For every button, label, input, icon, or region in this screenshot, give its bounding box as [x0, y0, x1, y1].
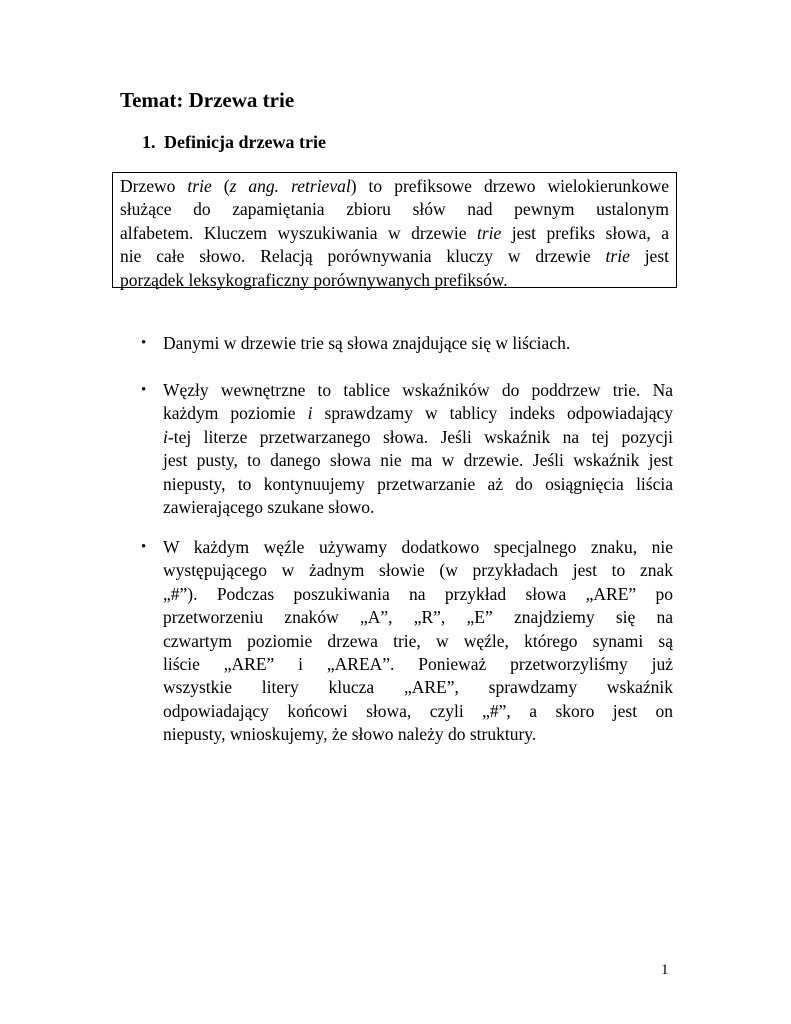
text-segment: -tej literze przetwarzanego słowa. Jeśli wskaźnik na tej pozycji	[167, 426, 673, 447]
text-segment: ) to prefiksowe drzewo wielokierunkowe	[350, 176, 670, 196]
text-segment: liście „ARE” i „AREA”. Ponieważ przetworzyliśmy już	[163, 653, 673, 674]
italic-text: i	[307, 403, 313, 424]
text-segment: przetworzeniu znaków „A”, „R”, „E” znajdziemy się na	[163, 607, 673, 628]
text-line	[163, 723, 673, 746]
bullet-text	[163, 332, 673, 355]
text-segment: odpowiadający końcowi słowa, czyli „#”, a skoro jest on	[163, 700, 673, 721]
text-line	[163, 583, 673, 606]
text-line	[120, 198, 669, 221]
text-segment: jest pusty, to danego słowa nie ma w drzewie. Jeśli wskaźnik jest	[163, 450, 673, 471]
text-line	[163, 630, 673, 653]
text-segment: służące do zapamiętania zbioru słów nad pewnym ustalonym	[120, 199, 669, 220]
text-segment: niepusty, wnioskujemy, że słowo należy do struktury.	[163, 724, 537, 745]
text-segment: alfabetem. Kluczem wyszukiwania w drzewie	[120, 222, 477, 243]
text-line	[120, 222, 669, 245]
text-line	[163, 449, 673, 472]
page-title: Temat: Drzewa trie	[120, 88, 295, 112]
text-segment: czwartym poziomie drzewa trie, w węźle, którego synami są	[163, 630, 673, 651]
text-line	[163, 536, 673, 559]
text-segment: jest	[629, 246, 669, 267]
section-heading-text: Definicja drzewa trie	[164, 132, 326, 152]
italic-text: i	[163, 426, 168, 447]
bullet-icon: •	[141, 382, 147, 398]
text-line	[163, 700, 673, 723]
text-line	[163, 426, 673, 449]
text-segment: wszystkie litery klucza „ARE”, sprawdzamy wskaźnik	[163, 677, 673, 698]
italic-text: z ang. retrieval	[229, 176, 351, 196]
text-line	[163, 676, 673, 699]
text-line	[163, 332, 673, 355]
text-segment: porządek leksykograficzny porównywanych prefiksów.	[120, 269, 508, 290]
italic-text: trie	[187, 176, 212, 196]
text-segment: Drzewo	[120, 176, 188, 196]
text-line	[120, 245, 669, 268]
bullet-icon: •	[141, 539, 147, 555]
text-line	[163, 653, 673, 676]
section-heading	[142, 130, 326, 154]
text-line	[120, 269, 669, 292]
text-segment: jest prefiks słowa, a	[501, 222, 669, 243]
text-segment: każdym poziomie	[163, 403, 308, 424]
text-segment: występującego w żadnym słowie (w przykładach jest to znak	[163, 560, 673, 581]
italic-text: trie	[605, 246, 630, 267]
text-line	[163, 402, 673, 425]
text-line	[163, 379, 673, 402]
text-segment: sprawdzamy w tablicy indeks odpowiadający	[312, 403, 673, 424]
section-number: 1.	[142, 132, 156, 152]
text-line	[163, 473, 673, 496]
italic-text: trie	[476, 222, 502, 243]
text-segment: Danymi w drzewie trie są słowa znajdujące się w liściach.	[163, 333, 571, 353]
text-segment: Węzły wewnętrzne to tablice wskaźników do poddrzew trie. Na	[163, 380, 673, 400]
text-segment: (	[211, 176, 230, 196]
text-segment: niepusty, to kontynuujemy przetwarzanie aż do osiągnięcia liścia	[163, 473, 673, 494]
bullet-icon: •	[141, 335, 147, 351]
definition-text	[120, 175, 669, 292]
text-line	[163, 606, 673, 629]
definition-box	[112, 172, 677, 288]
text-segment: „#”). Podczas poszukiwania na przykład słowa „ARE” po	[163, 583, 673, 604]
page-number: 1	[661, 962, 669, 978]
text-line	[163, 496, 673, 519]
text-segment: zawierającego szukane słowo.	[163, 496, 375, 517]
bullet-text	[163, 379, 673, 519]
text-line	[163, 559, 673, 582]
bullet-text	[163, 536, 673, 747]
text-segment: W każdym węźle używamy dodatkowo specjalnego znaku, nie	[163, 537, 673, 557]
text-line	[120, 175, 669, 198]
text-segment: nie całe słowo. Relacją porównywania kluczy w drzewie	[120, 246, 606, 267]
